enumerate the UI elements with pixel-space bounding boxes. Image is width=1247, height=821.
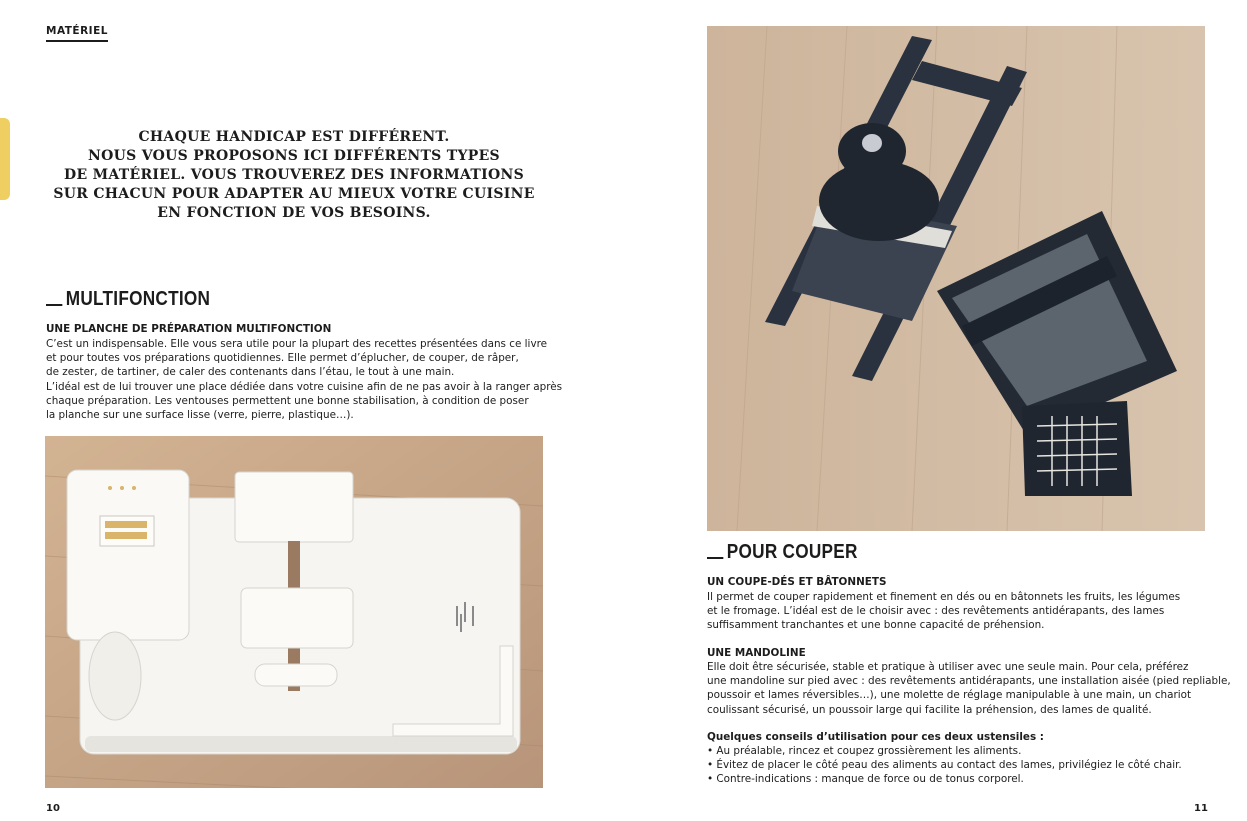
paragraph-line: chaque préparation. Les ventouses permettent une bonne stabilisation, à condition de poser: [46, 394, 529, 407]
list-item: • Évitez de placer le côté peau des aliments au contact des lames, privilégiez le côté chair.: [707, 759, 1182, 772]
mandoline-illustration: [707, 26, 1205, 531]
heading-dash: [707, 557, 723, 559]
planche-subtitle: UNE PLANCHE DE PRÉPARATION MULTIFONCTION: [46, 323, 332, 335]
conseils-list: [707, 744, 1182, 787]
paragraph-line: coulissant sécurisé, un poussoir large qui facilite la préhension, des lames de qualité.: [707, 703, 1152, 716]
intro-line: SUR CHACUN POUR ADAPTER AU MIEUX VOTRE CUISINE: [53, 186, 535, 202]
paragraph-line: et pour toutes vos préparations quotidiennes. Elle permet d’éplucher, de couper, de râper,: [46, 352, 519, 365]
planche-description: [46, 337, 562, 422]
paragraph-line: Elle doit être sécurisée, stable et pratique à utiliser avec une seule main. Pour cela, préférez: [707, 661, 1189, 673]
paragraph-line: de zester, de tartiner, de caler des contenants dans l’étau, le tout à une main.: [46, 366, 455, 379]
page-edge-tab: [0, 118, 10, 200]
paragraph-line: une mandoline sur pied avec : des revêtements antidérapants, une installation aisée (pied repliable,: [707, 675, 1231, 688]
paragraph-line: poussoir et lames réversibles…), une molette de réglage manipulable à une main, un chariot: [707, 689, 1192, 702]
paragraph-line: et le fromage. L’idéal est de le choisir avec : des revêtements antidérapants, des lames: [707, 605, 1165, 618]
page-number-right: 11: [1194, 803, 1208, 814]
intro-statement: [46, 128, 542, 223]
list-item: • Contre-indications : manque de force ou de tonus corporel.: [707, 773, 1024, 786]
mandoline-description: [707, 660, 1231, 717]
paragraph-line: la planche sur une surface lisse (verre, pierre, plastique…).: [46, 409, 354, 422]
intro-line: CHAQUE HANDICAP EST DIFFÉRENT.: [138, 129, 450, 145]
intro-line: NOUS VOUS PROPOSONS ICI DIFFÉRENTS TYPES: [88, 148, 500, 164]
paragraph-line: Il permet de couper rapidement et finement en dés ou en bâtonnets les fruits, les légumes: [707, 591, 1181, 603]
multifonction-heading: [46, 288, 210, 311]
paragraph-line: L’idéal est de lui trouver une place dédiée dans votre cuisine afin de ne pas avoir à la ranger après: [46, 380, 563, 393]
pour-couper-title: POUR COUPER: [726, 541, 858, 563]
section-header-label: MATÉRIEL: [46, 25, 108, 42]
coupe-des-description: [707, 590, 1180, 633]
intro-line: EN FONCTION DE VOS BESOINS.: [157, 205, 431, 221]
coupe-des-subtitle: UN COUPE-DÉS ET BÂTONNETS: [707, 576, 887, 588]
heading-dash: [46, 304, 62, 306]
planche-illustration: [45, 436, 543, 788]
paragraph-line: C’est un indispensable. Elle vous sera utile pour la plupart des recettes présentées dans ce livre: [46, 338, 548, 350]
pour-couper-heading: [707, 541, 858, 564]
intro-line: DE MATÉRIEL. VOUS TROUVEREZ DES INFORMATIONS: [64, 167, 524, 183]
planche-photo: [45, 436, 543, 788]
paragraph-line: suffisamment tranchantes et une bonne capacité de préhension.: [707, 619, 1045, 632]
multifonction-title: MULTIFONCTION: [65, 288, 211, 310]
mandoline-photo: [707, 26, 1205, 531]
list-item: • Au préalable, rincez et coupez grossièrement les aliments.: [707, 745, 1022, 757]
conseils-subtitle: Quelques conseils d’utilisation pour ces deux ustensiles :: [707, 731, 1044, 743]
mandoline-subtitle: UNE MANDOLINE: [707, 647, 806, 659]
page-number-left: 10: [46, 803, 60, 814]
